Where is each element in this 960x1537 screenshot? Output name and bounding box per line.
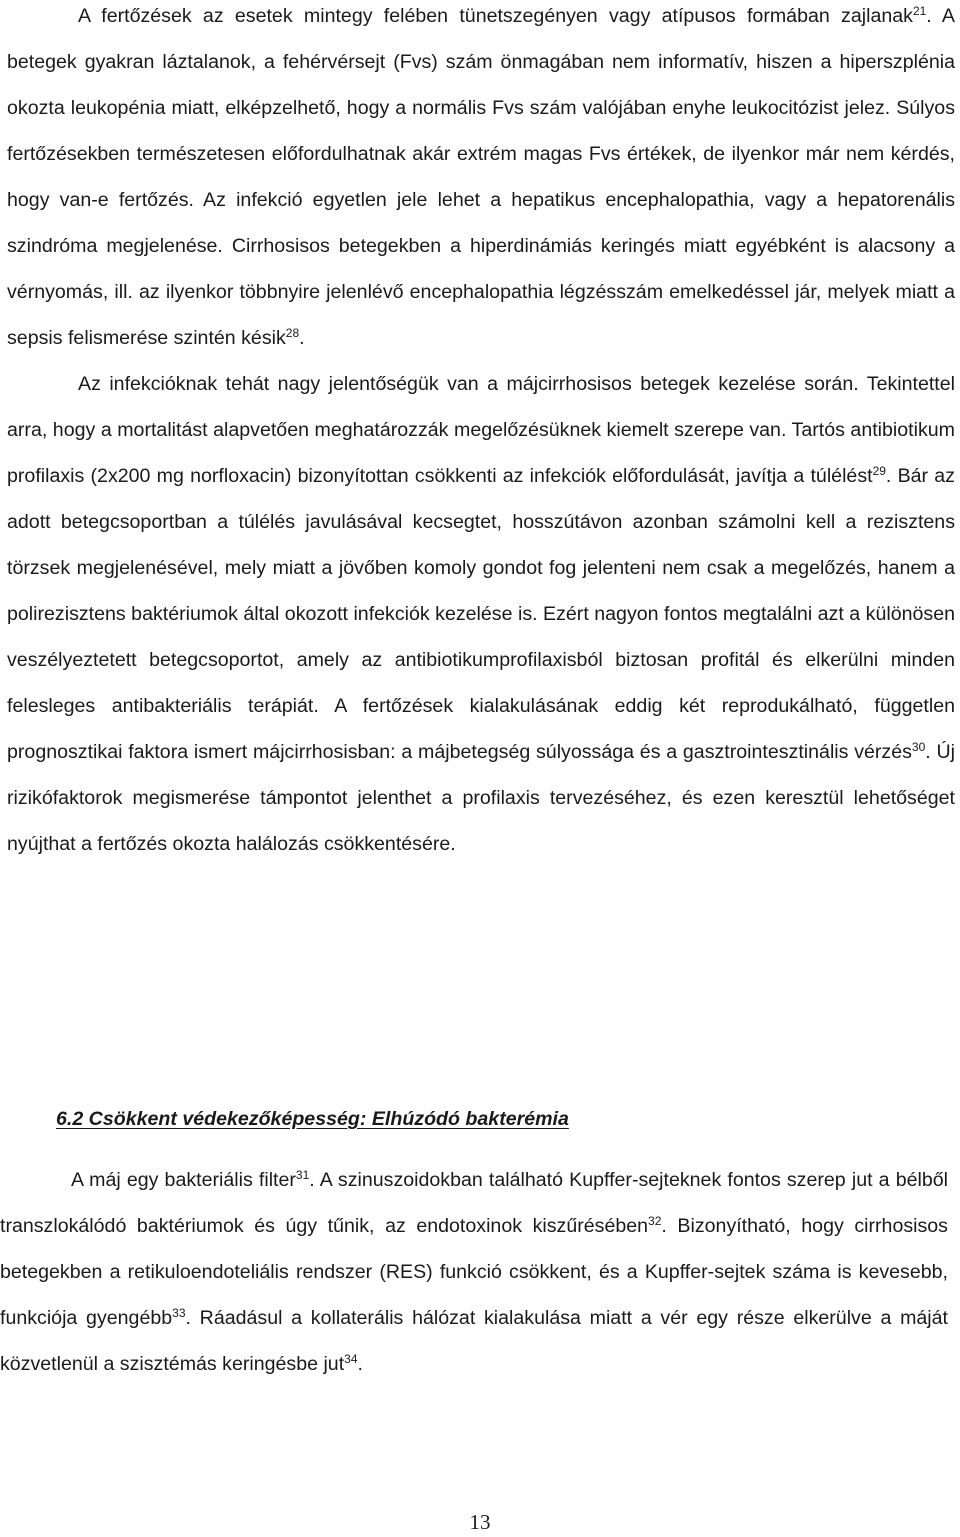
text-run: . A szinuszoidokban található Kupffer-sejteknek fontos szerep jut a bélből transzlokálódó baktériumok és úgy tűnik, az endotoxinok kiszűrésében: [0, 1169, 948, 1237]
reference-number: 21: [912, 3, 927, 18]
reference-number: 29: [872, 463, 886, 478]
section-heading: 6.2 Csökkent védekezőképesség: Elhúzódó bakterémia: [56, 1108, 569, 1130]
text-run: .: [357, 1353, 363, 1375]
text-run: .: [299, 327, 305, 349]
document-page: [7, 0, 955, 867]
text-run: . Bár az adott betegcsoportban a túlélés javulásával kecsegtet, hosszútávon azonban számolni kell a rezisztens törzsek megjelenésével, mely miatt a jövőben komoly gondot fog jelenteni nem csak a megelőzés, hanem a polirezisztens baktériumok által okozott infekciók kezelése is. Ezért nagyon fontos megtalálni azt a különösen veszélyeztetett betegcsoportot, amely az antibiotikumprofilaxisból biztosan profitál és elkerülni minden felesleges antibakteriális terápiát. A fertőzések kialakulásának eddig két reprodukálható, független prognosztikai faktora ismert májcirrhosisban: a májbetegség súlyossága és a gasztrointesztinális vérzés: [7, 465, 955, 763]
reference-number: 34: [344, 1351, 358, 1366]
paragraph-liver-filter: [0, 1157, 948, 1387]
text-run: . Bizonyítható, hogy cirrhosisos betegekben a retikuloendoteliális rendszer (RES) funkció csökkent, és a Kupffer-sejtek száma is kevesebb, funkciója gyengébb: [0, 1215, 948, 1329]
reference-number: 31: [295, 1167, 310, 1182]
text-run: A máj egy bakteriális filter: [71, 1169, 296, 1191]
text-run: . Ráadásul a kollaterális hálózat kialakulása miatt a vér egy része elkerülve a máját közvetlenül a szisztémás keringésbe jut: [0, 1307, 948, 1375]
text-run: A fertőzések az esetek mintegy felében tünetszegényen vagy atípusos formában zajlanak: [78, 5, 913, 27]
reference-number: 33: [172, 1305, 186, 1320]
reference-number: 30: [911, 739, 926, 754]
reference-number: 28: [285, 325, 300, 340]
page-number: 13: [469, 1510, 491, 1534]
text-run: . A betegek gyakran láztalanok, a fehérvérsejt (Fvs) szám önmagában nem informatív, hiszen a hiperszplénia okozta leukopénia miatt, elképzelhető, hogy a normális Fvs szám valójában enyhe leukocitózist jelez. Súlyos fertőzésekben természetesen előfordulhatnak akár extrém magas Fvs értékek, de ilyenkor már nem kérdés, hogy van-e fertőzés. Az infekció egyetlen jele lehet a hepatikus encephalopathia, vagy a hepatorenális szindróma megjelenése. Cirrhosisos betegekben a hiperdinámiás keringés miatt egyébként is alacsony a vérnyomás, ill. az ilyenkor többnyire jelenlévő encephalopathia légzésszám emelkedéssel jár, melyek miatt a sepsis felismerése szintén késik: [7, 5, 956, 349]
text-run: . Új rizikófaktorok megismerése támpontot jelenthet a profilaxis tervezéséhez, és ezen keresztül lehetőséget nyújthat a fertőzés okozta halálozás csökkentésére.: [7, 741, 955, 855]
text-run: Az infekcióknak tehát nagy jelentőségük van a májcirrhosisos betegek kezelése során. Tekintettel arra, hogy a mortalitást alapvetően meghatározzák megelőzésüknek kiemelt szerepe van. Tartós antibiotikum profilaxis (2x200 mg norfloxacin) bizonyítottan csökkenti az infekciók előfordulását, javítja a túlélést: [7, 373, 955, 487]
reference-number: 32: [648, 1213, 662, 1228]
paragraph-prophylaxis: [7, 361, 955, 867]
section-body: [0, 1157, 948, 1387]
paragraph-infections-symptoms: [7, 0, 955, 361]
